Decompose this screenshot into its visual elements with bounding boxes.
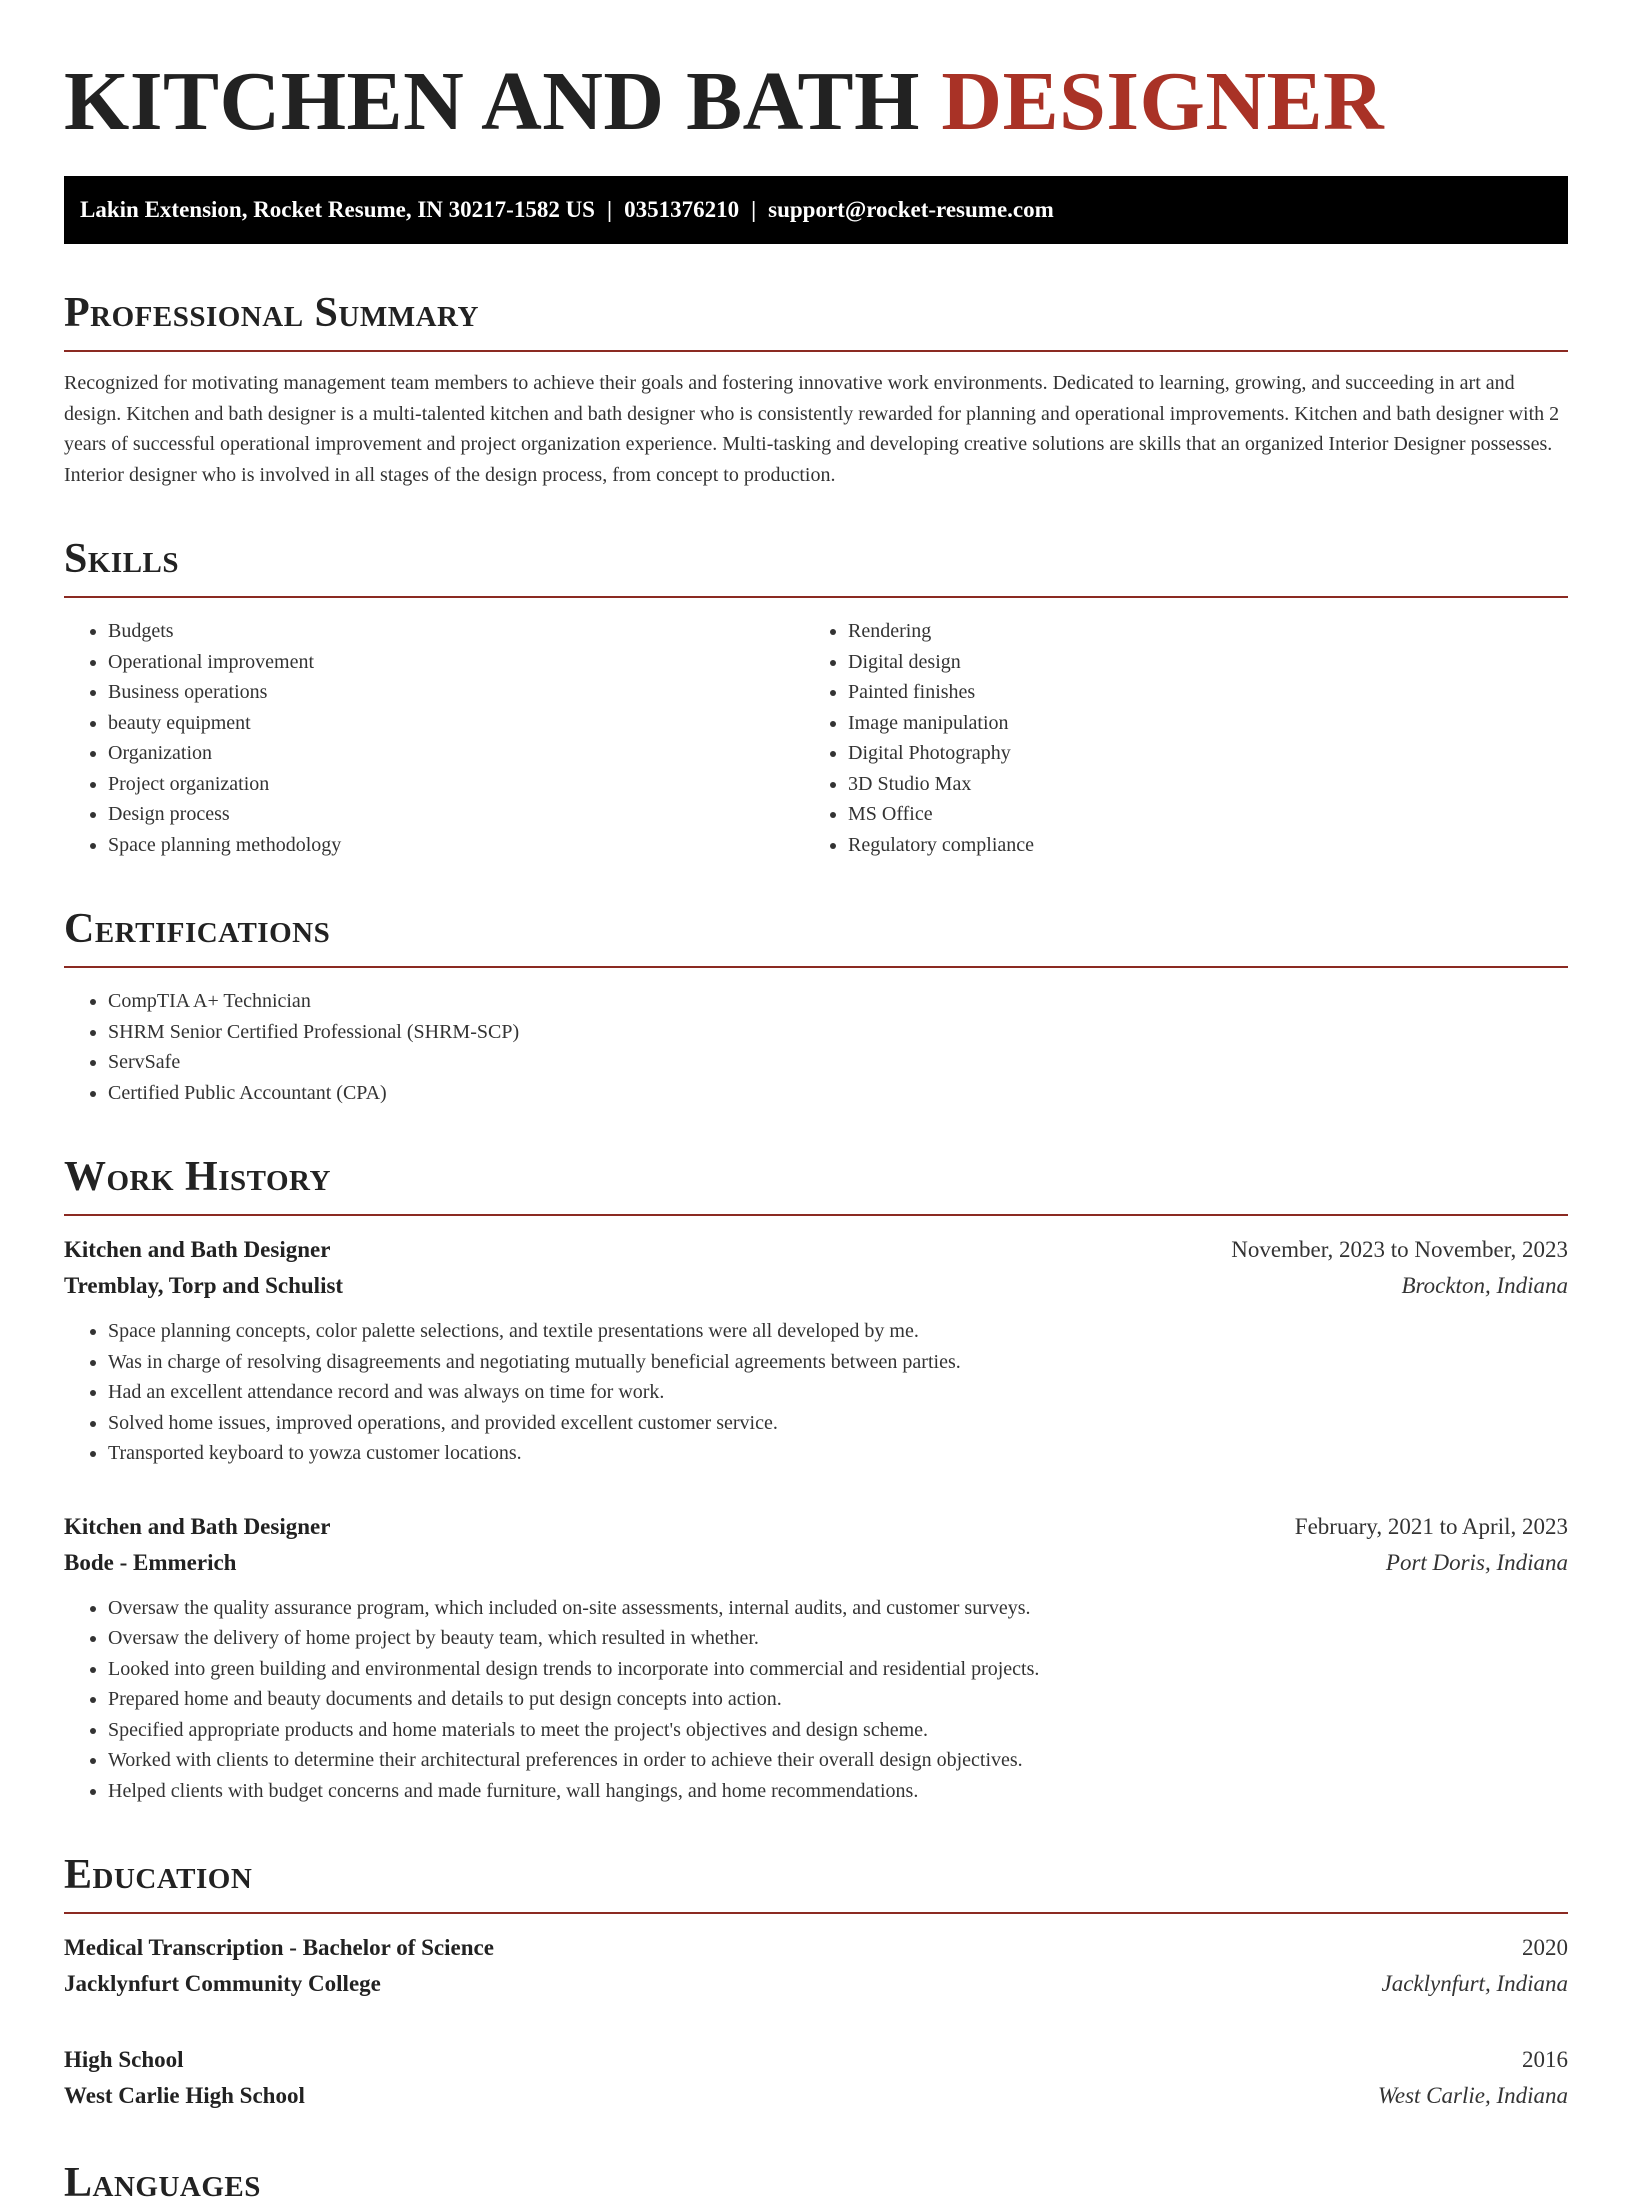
skill-item: • Project organization: [108, 769, 804, 800]
education-school-row: [64, 2078, 1568, 2114]
job-company-row: [64, 1545, 1568, 1581]
certifications-list: [64, 986, 1568, 1108]
education-entry: [64, 2042, 1568, 2114]
skills-section: [64, 534, 1568, 860]
section-heading: Work History: [64, 1154, 331, 1200]
section-divider: [64, 966, 1568, 968]
education-degree: Medical Transcription - Bachelor of Science: [64, 1935, 494, 1960]
contact-separator: |: [751, 197, 757, 222]
job-location: Brockton, Indiana: [1401, 1273, 1568, 1298]
title-main: KITCHEN AND BATH: [64, 55, 920, 148]
section-divider: [64, 1912, 1568, 1914]
summary-text: Recognized for motivating management team members to achieve their goals and fostering innovative work environments. Dedicated to learning, growing, and succeeding in art and design. Kitchen and bath designer is a multi-talented kitchen and bath designer who is consistently rewarded for planning and operational improvements. Kitchen and bath designer with 2 years of successful operational improvement and project organization experience. Multi-tasking and developing creative solutions are skills that an organized Interior Designer possesses. Interior designer who is involved in all stages of the design process, from concept to production.: [64, 372, 1560, 486]
skill-item: • Rendering: [848, 616, 1544, 647]
education-school: Jacklynfurt Community College: [64, 1971, 381, 1996]
title-accent: DESIGNER: [941, 55, 1385, 148]
certification-item: • Certified Public Accountant (CPA): [108, 1078, 1568, 1109]
job-title: Kitchen and Bath Designer: [64, 1513, 331, 1539]
contact-bar: [64, 176, 1568, 244]
section-heading: Professional Summary: [64, 290, 479, 336]
job-location: Port Doris, Indiana: [1385, 1549, 1568, 1575]
skill-item: • Digital Photography: [848, 738, 1544, 769]
job-duty-item: • Was in charge of resolving disagreements and negotiating mutually beneficial agreements between parties.: [108, 1347, 1568, 1378]
education-header-row: [64, 2042, 1568, 2078]
job-duty-item: • Worked with clients to determine their architectural preferences in order to achieve their overall design objectives.: [108, 1745, 1568, 1776]
education-section: [64, 1850, 1568, 2114]
skills-list-right: [804, 616, 1544, 860]
work-history-section: [64, 1152, 1568, 1806]
skill-item: • Painted finishes: [848, 677, 1544, 708]
job-duty-item: • Specified appropriate products and home materials to meet the project's objectives and design scheme.: [108, 1715, 1568, 1746]
job-entry: [64, 1509, 1568, 1807]
skill-item: • Image manipulation: [848, 708, 1544, 739]
job-dates: November, 2023 to November, 2023: [1231, 1237, 1568, 1262]
skill-item: • MS Office: [848, 799, 1544, 830]
skill-item: • Business operations: [108, 677, 804, 708]
skill-item: • Regulatory compliance: [848, 830, 1544, 861]
skill-item: • 3D Studio Max: [848, 769, 1544, 800]
certifications-section: [64, 904, 1568, 1108]
skills-grid: [64, 598, 1568, 860]
job-company: Bode - Emmerich: [64, 1549, 237, 1575]
job-duty-item: • Looked into green building and environmental design trends to incorporate into commercial and residential projects.: [108, 1654, 1568, 1685]
skills-list-left: [64, 616, 804, 860]
job-dates: February, 2021 to April, 2023: [1294, 1513, 1568, 1539]
education-header-row: [64, 1930, 1568, 1966]
job-duty-item: • Space planning concepts, color palette selections, and textile presentations were all developed by me.: [108, 1316, 1568, 1347]
job-company: Tremblay, Torp and Schulist: [64, 1273, 344, 1298]
certification-item: • SHRM Senior Certified Professional (SHRM-SCP): [108, 1017, 1568, 1048]
job-duty-item: • Solved home issues, improved operations, and provided excellent customer service.: [108, 1408, 1568, 1439]
summary-section: [64, 288, 1568, 490]
job-duty-item: • Transported keyboard to yowza customer locations.: [108, 1438, 1568, 1469]
job-header-row: [64, 1232, 1568, 1268]
education-entry: [64, 1930, 1568, 2002]
section-heading: Certifications: [64, 906, 331, 952]
resume-title: [64, 0, 1568, 152]
section-divider: [64, 1214, 1568, 1216]
job-header-row: [64, 1509, 1568, 1545]
job-duty-item: • Prepared home and beauty documents and details to put design concepts into action.: [108, 1684, 1568, 1715]
certification-item: • ServSafe: [108, 1047, 1568, 1078]
education-year: 2016: [1522, 2047, 1568, 2072]
section-divider: [64, 350, 1568, 352]
section-heading: Languages: [64, 2160, 261, 2206]
skill-item: • Organization: [108, 738, 804, 769]
languages-section: [64, 2158, 1568, 2208]
job-title: Kitchen and Bath Designer: [64, 1237, 331, 1262]
education-school-row: [64, 1966, 1568, 2002]
skill-item: • Digital design: [848, 647, 1544, 678]
skill-item: • Budgets: [108, 616, 804, 647]
contact-phone: 0351376210: [624, 197, 740, 222]
education-degree: High School: [64, 2047, 184, 2072]
job-duties-list: [64, 1316, 1568, 1469]
resume-page: [64, 0, 1568, 2208]
job-entry: [64, 1232, 1568, 1469]
contact-address: Lakin Extension, Rocket Resume, IN 30217-1582 US: [80, 197, 595, 222]
education-location: West Carlie, Indiana: [1377, 2083, 1568, 2108]
job-duty-item: • Oversaw the delivery of home project by beauty team, which resulted in whether.: [108, 1623, 1568, 1654]
education-year: 2020: [1522, 1935, 1568, 1960]
skill-item: • Space planning methodology: [108, 830, 804, 861]
skill-item: • Design process: [108, 799, 804, 830]
certification-item: • CompTIA A+ Technician: [108, 986, 1568, 1017]
job-company-row: [64, 1268, 1568, 1304]
education-school: West Carlie High School: [64, 2083, 305, 2108]
skill-item: • beauty equipment: [108, 708, 804, 739]
job-duty-item: • Helped clients with budget concerns and made furniture, wall hangings, and home recommendations.: [108, 1776, 1568, 1807]
contact-email[interactable]: support@rocket-resume.com: [768, 197, 1054, 222]
job-duty-item: • Oversaw the quality assurance program, which included on-site assessments, internal audits, and customer surveys.: [108, 1593, 1568, 1624]
section-heading: Education: [64, 1852, 253, 1898]
job-duties-list: [64, 1593, 1568, 1807]
job-duty-item: • Had an excellent attendance record and was always on time for work.: [108, 1377, 1568, 1408]
contact-separator: |: [606, 197, 613, 222]
skill-item: • Operational improvement: [108, 647, 804, 678]
education-location: Jacklynfurt, Indiana: [1381, 1971, 1568, 1996]
section-heading: Skills: [64, 536, 180, 582]
